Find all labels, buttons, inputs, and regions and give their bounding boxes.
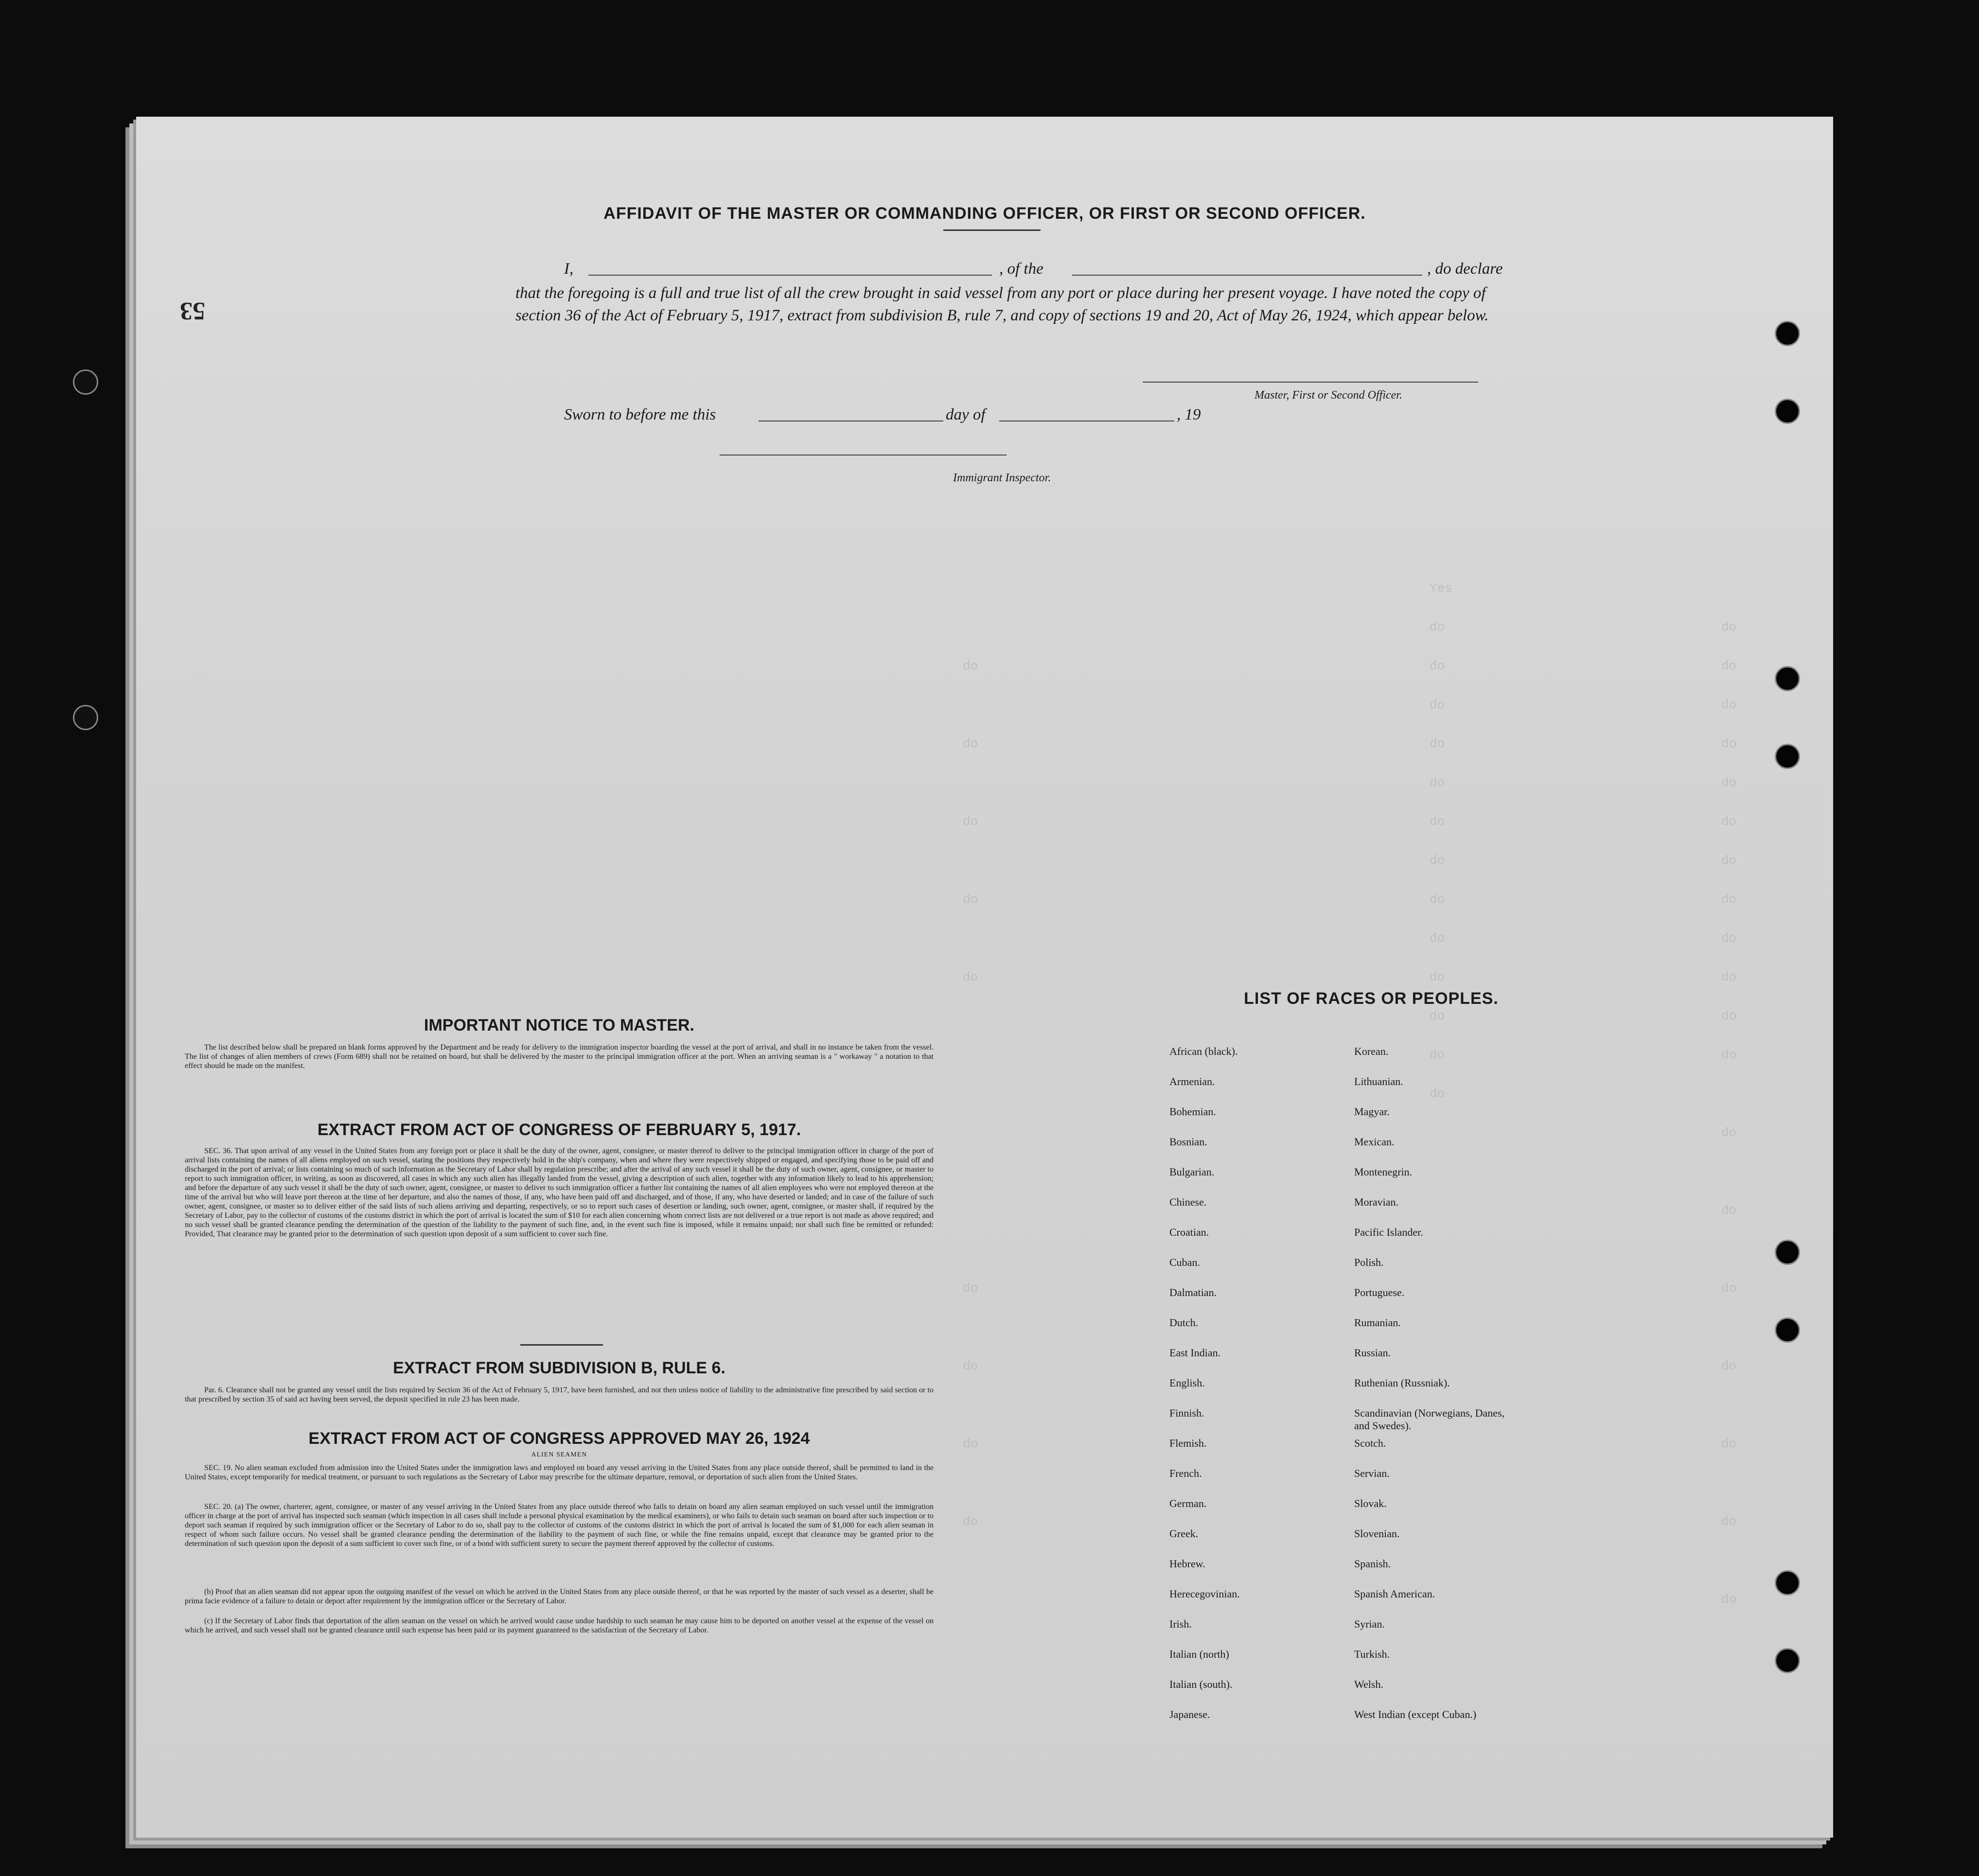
race-item: African (black). — [1169, 1045, 1238, 1057]
race-item: Greek. — [1169, 1527, 1199, 1540]
binder-hole-icon — [1775, 744, 1800, 769]
race-item: Syrian. — [1354, 1618, 1385, 1630]
binding-hole-icon — [73, 705, 98, 730]
inspector-caption: Immigrant Inspector. — [953, 472, 1051, 484]
race-item: Welsh. — [1354, 1678, 1383, 1690]
race-item: Slovenian. — [1354, 1527, 1400, 1540]
affidavit-of-the: , of the — [999, 260, 1043, 278]
race-item: Scotch. — [1354, 1437, 1386, 1449]
race-item: Japanese. — [1169, 1708, 1210, 1720]
affidavit-title: AFFIDAVIT OF THE MASTER OR COMMANDING OFFICER, OR FIRST OR SECOND OFFICER. — [603, 204, 1366, 223]
affidavit-i: I, — [564, 260, 574, 278]
manifest-page: Yes do do do do do do do do do do do do do do do do do do do do do do do do do do do do do do do do do do do do do do do do do 53 AFFIDAVIT OF THE MASTER OR COMMANDING OFFICER, OR FIRST OR SECOND OFFICER. I, , of the , do declare that the foregoing is a full and true list of all the crew brought in said vessel from any port or place during her present voyage. I have noted the copy of section 36 of the Act of February 5, 1917, extract from subdivision B, rule 7, and copy of sections 19 and 20, Act of May 26, 1924, which appear below. Master, First or Second Officer. Sworn to before me this day of , 19 Immigrant Inspector. IMPORTANT NOTICE TO MASTER. The list described below shall be prepared on blank forms approved by the Department and be ready for delivery to the immigration inspector boarding the vessel at the port of arrival, and shall in no instance be taken from the vessel. The list of changes of alien members of crews (Form 689) shall not be retained on board, but shall be delivered by the master to the principal immigration officer at the port. When an arriving seaman is a " workaway " a notation to that effect should be made on the manifest. EXTRACT FROM ACT OF CONGRESS OF FEBRUARY 5, 1917. SEC. 36. That upon arrival of any vessel in the United States from any foreign port or place it shall be the duty of the owner, agent, consignee, or master thereof to deliver to the principal immigration officer in charge of the port of arrival lists containing the names of all aliens employed on such vessel, stating the positions they respectively hold in the ship's company, when and where they were respectively shipped or engaged, and specifying those to be paid off and discharged in the port of arrival; or lists containing so much of such information as the Secretary of Labor shall by regulation prescribe; and after the arrival of any such vessel it shall be the duty of such owner, agent, consignee, or master to report to such immigration officer, in writing, as soon as discovered, all cases in which any such alien has illegally landed from the vessel, giving a description of such alien, together with any information likely to lead to his apprehension; and before the departure of any such vessel it shall be the duty of such owner, agent, consignee, or master to deliver to such immigration officer a further list containing the names of all alien employees who were not employed thereon at the time of the arrival but who will leave port thereon at the time of her departure, and also the names of those, if any, who have been paid off and discharged, and of those, if any, who have deserted or landed; and in case of the failure of such owner, agent, consignee, or master so to deliver either of the said lists of such aliens arriving and departing, respectively, or so to report such cases of desertion or landing, such owner, agent, consignee, or master shall, if required by the Secretary of Labor, pay to the collector of customs of the customs district in which the port of arrival is located the sum of $10 for each alien concerning whom correct lists are not delivered or a true report is not made as above required; and no such vessel shall be granted clearance pending the determination of the question of the liability to the payment of such fine, and, in the event such fine is imposed, while it remains unpaid; nor shall such fine be remitted or refunded: Provided, That clearance may be granted prior to the determination of such question upon deposit of a sum sufficient to cover such fine. EXTRACT FROM SUBDIVISION B, RULE 6. Par. 6. Clearance shall not be granted any vessel until the lists required by Section 36 of the Act of February 5, 1917, have been furnished, and not then unless notice of liability to the administrative fine prescribed by said section or to that prescribed by section 35 of said act having been served, the deposit specified in rule 23 has been made. EXTRACT FROM ACT OF CONGRESS APPROVED MAY 26, 1924 ALIEN SEAMEN SEC. 19. No alien seaman excluded from admission into the United States under the immigration laws and employed on board any vessel arriving in the United States from any place outside thereof, shall be permitted to land in the United States, except temporarily for medical treatment, or pursuant to such regulations as the Secretary of Labor may prescribe for the ultimate departure, removal, or deportation of such alien from the United States. SEC. 20. (a) The owner, charterer, agent, consignee, or master of any vessel arriving in the United States from any place outside thereof who fails to detain on board any alien seaman employed on such vessel until the immigration officer in charge at the port of arrival has inspected such seaman (which inspection in all cases shall include a personal physical examination by the medical examiners), or who fails to detain such seaman on board after such inspection or to deport such seaman if required by such immigration officer or the Secretary of Labor to do so, shall pay to the collector of customs of the customs district in which the port of arrival is located the sum of $1,000 for each alien seaman in respect of whom such failure occurs. No vessel shall be granted clearance pending the determination of the liability to the payment of such fine, or while the fine remains unpaid, except that clearance may be granted prior to the determination of such question upon the deposit of a sum sufficient to cover such fine, or of a bond with sufficient surety to secure the payment thereof approved by the collector of customs. (b) Proof that an alien seaman did not appear upon the outgoing manifest of the vessel on which he arrived in the United States from any place outside thereof, or that he was reported by the master of such vessel as a deserter, shall be prima facie evidence of a failure to detain or deport after requirement by the immigration officer or the Secretary of Labor. (c) If the Secretary of Labor finds that deportation of the alien seaman on the vessel on which he arrived would cause undue hardship to such seaman he may cause him to be deported on another vessel at the expense of the vessel on which he arrived, and such vessel shall not be granted clearance until such expense has been paid or its payment guaranteed to the satisfaction of the Secretary of Labor. LIST OF RACES OR PEOPLES. African (black). Armenian. Bohemian. Bosnian. Bulgarian. Chinese. Croatian. Cuban. Dalmatian. Dutch. East Indian. English. Finnish. Flemish. French. German. Greek. Hebrew. Herecegovinian. Irish. Italian (north) Italian (south). Japanese. Korean. Lithuanian. Magyar. Mexican. Montenegrin. Moravian. Pacific Islander. Polish. Portuguese. Rumanian. Russian. Ruthenian (Russniak). Scandinavian (Norwegians, Danes, and Swedes). Scotch. Servian. Slovak. Slovenian. Spanish. Spanish American. Syrian. Turkish. Welsh. West Indian (except Cuban.) — [136, 117, 1833, 1838]
race-item: Polish. — [1354, 1256, 1384, 1268]
race-item: Rumanian. — [1354, 1316, 1401, 1329]
binder-hole-icon — [1775, 1648, 1800, 1673]
binder-hole-icon — [1775, 1317, 1800, 1343]
affidavit-paragraph: that the foregoing is a full and true list of all the crew brought in said vessel from any port or place during her present voyage. I have noted the copy of section 36 of the Act of February 5, 1917, extract from subdivision B, rule 7, and copy of sections 19 and 20, Act of May 26, 1924, which appear below. — [515, 284, 1489, 324]
master-name-line[interactable] — [588, 275, 992, 276]
affidavit-declare: , do declare — [1427, 260, 1503, 278]
race-item: Hebrew. — [1169, 1558, 1205, 1570]
sec-19-text: SEC. 19. No alien seaman excluded from admission into the United States under the immigration laws and employed on board any vessel arriving in the United States from any place outside thereof, shall be permitted to land in the United States, except temporarily for medical treatment, or pursuant to such regulations as the Secretary of Labor may prescribe for the ultimate departure, removal, or deportation of such alien from the United States. — [185, 1464, 934, 1481]
race-item: Mexican. — [1354, 1136, 1395, 1148]
divider-rule — [520, 1344, 603, 1346]
signature-caption: Master, First or Second Officer. — [1255, 389, 1402, 402]
race-item: Armenian. — [1169, 1075, 1215, 1087]
race-item: Servian. — [1354, 1467, 1390, 1479]
race-item: Finnish. — [1169, 1407, 1204, 1419]
notice-text: The list described below shall be prepared on blank forms approved by the Department and be ready for delivery to the immigration inspector boarding the vessel at the port of arrival, and shall in no instance be taken from the vessel. The list of changes of alien members of crews (Form 689) shall not be retained on board, but shall be delivered by the master to the principal immigration officer at the port. When an arriving seaman is a " workaway " a notation to that effect should be made on the manifest. — [185, 1043, 934, 1070]
stamp-number: 53 — [180, 297, 205, 325]
binder-hole-icon — [1775, 1240, 1800, 1265]
sworn-year: , 19 — [1177, 406, 1201, 423]
sec-20c-text: (c) If the Secretary of Labor finds that deportation of the alien seaman on the vessel on which he arrived would cause undue hardship to such seaman he may cause him to be deported on another vessel at the expense of the vessel on which he arrived, and such vessel shall not be granted clearance until such expense has been paid or its payment guaranteed to the satisfaction of the Secretary of Labor. — [185, 1617, 934, 1634]
race-item: Turkish. — [1354, 1648, 1390, 1660]
race-item: Italian (south). — [1169, 1678, 1233, 1690]
sec-20b-text: (b) Proof that an alien seaman did not appear upon the outgoing manifest of the vessel on which he arrived in the United States from any place outside thereof, or that he was reported by the master of such vessel as a deserter, shall be prima facie evidence of a failure to detain or deport after requirement by the immigration officer or the Secretary of Labor. — [185, 1588, 934, 1605]
title-divider — [943, 229, 1041, 231]
race-item: French. — [1169, 1467, 1202, 1479]
race-item: Dalmatian. — [1169, 1286, 1217, 1298]
binder-hole-icon — [1775, 321, 1800, 346]
sec-20a-text: SEC. 20. (a) The owner, charterer, agent, consignee, or master of any vessel arriving in the United States from any place outside thereof who fails to detain on board any alien seaman employed on such vessel until the immigration officer in charge at the port of arrival has inspected such seaman (which inspection in all cases shall include a personal physical examination by the medical examiners), or who fails to detain such seaman on board after such inspection or to deport such seaman if required by such immigration officer or the Secretary of Labor to do so, shall pay to the collector of customs of the customs district in which the port of arrival is located the sum of $1,000 for each alien seaman in respect of whom such failure occurs. No vessel shall be granted clearance pending the determination of the liability to the payment of such fine, or while the fine remains unpaid, except that clearance may be granted prior to the determination of such question upon the deposit of a sum sufficient to cover such fine, or of a bond with sufficient surety to secure the payment thereof approved by the collector of customs. — [185, 1503, 934, 1548]
race-item: Russian. — [1354, 1347, 1391, 1359]
sworn-prefix: Sworn to before me this — [564, 406, 716, 423]
race-item: Herecegovinian. — [1169, 1588, 1240, 1600]
race-item: Spanish. — [1354, 1558, 1391, 1570]
subdivision-text: Par. 6. Clearance shall not be granted any vessel until the lists required by Section 36 of the Act of February 5, 1917, have been furnished, and not then unless notice of liability to the administrative fine prescribed by said section or to that prescribed by section 35 of said act having been served, the deposit specified in rule 23 has been made. — [185, 1386, 934, 1403]
race-item: Flemish. — [1169, 1437, 1207, 1449]
extract-1917-text: SEC. 36. That upon arrival of any vessel in the United States from any foreign port or place it shall be the duty of the owner, agent, consignee, or master thereof to deliver to the principal immigration officer in charge of the port of arrival lists containing the names of all aliens employed on such vessel, stating the positions they respectively hold in the ship's company, when and where they were respectively shipped or engaged, and specifying those to be paid off and discharged in the port of arrival; or lists containing so much of such information as the Secretary of Labor shall by regulation prescribe; and after the arrival of any such vessel it shall be the duty of such owner, agent, consignee, or master to report to such immigration officer, in writing, as soon as discovered, all cases in which any such alien has illegally landed from the vessel, giving a description of such alien, together with any information likely to lead to his apprehension; and before the departure of any such vessel it shall be the duty of such owner, agent, consignee, or master to deliver to such immigration officer a further list containing the names of all alien employees who were not employed thereon at the time of the arrival but who will leave port thereon at the time of her departure, and also the names of those, if any, who have been paid off and discharged, and of those, if any, who have deserted or landed; and in case of the failure of such owner, agent, consignee, or master so to deliver either of the said lists of such aliens arriving and departing, respectively, or so to report such cases of desertion or landing, such owner, agent, consignee, or master shall, if required by the Secretary of Labor, pay to the collector of customs of the customs district in which the port of arrival is located the sum of $10 for each alien concerning whom correct lists are not delivered or a true report is not made as above required; and no such vessel shall be granted clearance pending the determination of the question of the liability to the payment of such fine, and, in the event such fine is imposed, while it remains unpaid; nor shall such fine be remitted or refunded: Provided, That clearance may be granted prior to the determination of such question upon deposit of a sum sufficient to cover such fine. — [185, 1147, 934, 1238]
notice-title: IMPORTANT NOTICE TO MASTER. — [424, 1016, 694, 1034]
subdivision-title: EXTRACT FROM SUBDIVISION B, RULE 6. — [393, 1359, 725, 1377]
race-item: Bohemian. — [1169, 1105, 1216, 1118]
race-item: English. — [1169, 1377, 1205, 1389]
race-item: Slovak. — [1354, 1497, 1387, 1509]
race-item: Italian (north) — [1169, 1648, 1229, 1660]
binder-hole-icon — [1775, 666, 1800, 691]
race-item: Chinese. — [1169, 1196, 1207, 1208]
binding-hole-icon — [73, 369, 98, 395]
race-item: Montenegrin. — [1354, 1166, 1413, 1178]
race-item: Korean. — [1354, 1045, 1389, 1057]
race-item: Croatian. — [1169, 1226, 1209, 1238]
race-item: Spanish American. — [1354, 1588, 1435, 1600]
signature-line[interactable] — [1143, 382, 1478, 383]
inspector-line[interactable] — [720, 455, 1007, 456]
race-item: East Indian. — [1169, 1347, 1221, 1359]
extract-1924-subtitle: ALIEN SEAMEN — [531, 1451, 587, 1458]
race-item: Bulgarian. — [1169, 1166, 1215, 1178]
race-item: Portuguese. — [1354, 1286, 1405, 1298]
race-item: Scandinavian (Norwegians, Danes, and Swedes). — [1354, 1407, 1505, 1432]
races-title: LIST OF RACES OR PEOPLES. — [1244, 989, 1499, 1008]
race-item: German. — [1169, 1497, 1207, 1509]
race-item: Ruthenian (Russniak). — [1354, 1377, 1450, 1389]
extract-1917-title: EXTRACT FROM ACT OF CONGRESS OF FEBRUARY 5, 1917. — [317, 1121, 801, 1139]
binder-hole-icon — [1775, 399, 1800, 424]
race-item: Dutch. — [1169, 1316, 1199, 1329]
race-item: Lithuanian. — [1354, 1075, 1403, 1087]
extract-1924-title: EXTRACT FROM ACT OF CONGRESS APPROVED MAY 26, 1924 — [308, 1429, 810, 1448]
race-item: Magyar. — [1354, 1105, 1390, 1118]
race-item: Irish. — [1169, 1618, 1192, 1630]
race-item: Moravian. — [1354, 1196, 1399, 1208]
race-item: West Indian (except Cuban.) — [1354, 1708, 1477, 1720]
vessel-name-line[interactable] — [1072, 275, 1422, 276]
race-item: Cuban. — [1169, 1256, 1200, 1268]
binder-hole-icon — [1775, 1570, 1800, 1595]
race-item: Bosnian. — [1169, 1136, 1207, 1148]
race-item: Pacific Islander. — [1354, 1226, 1423, 1238]
sworn-dayof: day of — [946, 406, 986, 423]
